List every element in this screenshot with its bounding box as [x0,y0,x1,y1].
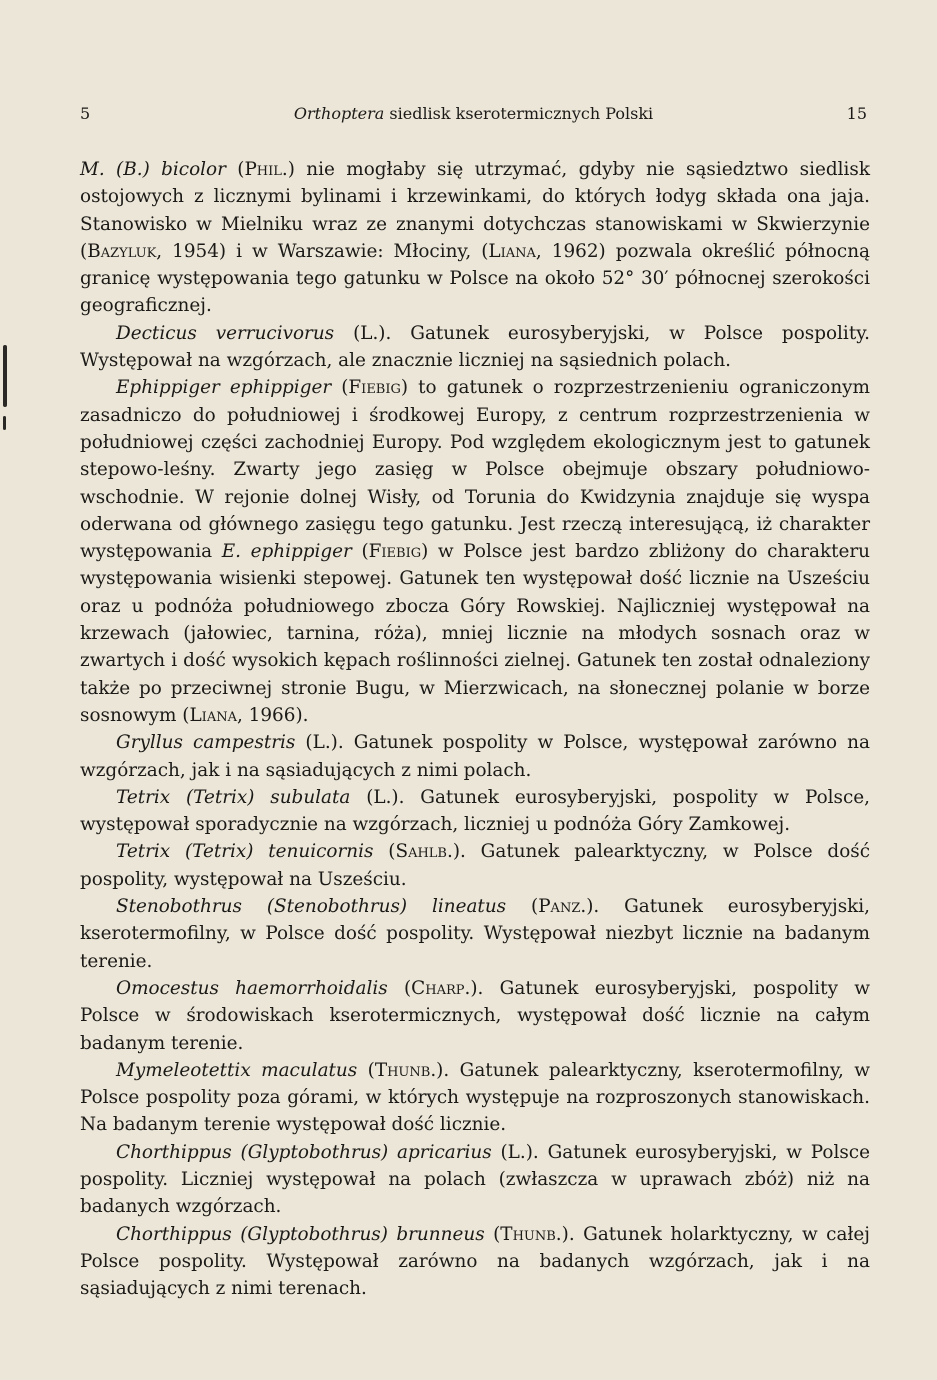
species-name: Tetrix (Tetrix) subulata [116,786,351,808]
paragraph [80,156,870,320]
species-name: M. (B.) bicolor [80,159,226,180]
text-run: .). Gatunek palearktyczny, kserotermofilny, w Polsce pospolity poza górami, w których występuje na rozproszonych stanowiskach. Na badanym terenie występował dość licznie. [80,1059,870,1136]
species-name: Chorthippus (Glyptobothrus) brunneus [116,1223,485,1245]
text-run: ) to gatunek o rozprzestrzenieniu ograniczonym zasadniczo do południowej i środkowej Europy, z centrum rozprzestrzenienia w południowej części zachodniej Europy. Pod względem ekologicznym jest to gatunek stepowo-leśny. Zwarty jego zasięg w Polsce obejmuje obszary południowo-wschodnie. W rejonie dolnej Wisły, od Torunia do Kwidzynia znajduje się wyspa oderwana od głównego zasięgu tego gatunku. Jest rzeczą interesującą, iż charakter występowania [80,377,870,563]
species-name: Ephippiger ephippiger [116,377,332,399]
margin-scan-mark [3,345,7,407]
text-run: (L.). Gatunek pospolity w Polsce, występował zarówno na wzgórzach, jak i na sąsiadujących z nimi polach. [80,732,870,781]
paragraph [80,784,870,839]
species-name: Stenobothrus (Stenobothrus) lineatus [116,896,507,918]
author-name: Fiebig [368,541,422,563]
paragraph [80,1057,870,1139]
text-run: ( [357,1059,375,1081]
text-run: ( [373,841,396,863]
paragraph [80,320,870,375]
text-run: .). Gatunek eurosyberyjski, pospolity w Polsce w środowiskach kserotermicznych, występował dość licznie na całym badanym terenie. [80,977,870,1054]
author-name: Liana [189,704,237,726]
text-run: ( [484,1223,501,1245]
author-name: Fiebig [348,377,401,399]
author-name: Sahlb [395,841,447,863]
author-name: Phil [244,159,282,180]
species-name: Mymeleotettix maculatus [116,1059,358,1081]
text-run: , 1954) i w Warszawie: Młociny, ( [156,240,489,262]
author-name: Panz [538,896,581,918]
body-text [80,156,870,1302]
paragraph [80,975,870,1057]
margin-scan-mark [3,416,6,430]
paragraph [80,838,870,893]
text-run: .) nie mogłaby się utrzymać, gdyby nie sąsiedztwo siedlisk ostojowych z licznymi bylinami i krzewinkami, do których łodyg składa ona jaja. Stanowisko w Mielniku wraz ze znanymi dotychczas stanowiskami w Skwierzynie ( [80,159,870,262]
author-name: Charp [411,977,465,999]
text-run: (L.). Gatunek eurosyberyjski, w Polsce pospolity. Występował na wzgórzach, ale znacznie liczniej na sąsiednich polach. [80,322,870,372]
header-title-italic: Orthoptera [293,104,385,123]
running-header [80,104,867,130]
text-run: (L.). Gatunek eurosyberyjski, w Polsce pospolity. Liczniej występował na polach (zwłaszcza w uprawach zbóż) niż na badanych wzgórzach. [80,1141,870,1218]
paragraph [80,729,870,784]
author-name: Thunb [374,1059,431,1081]
header-title [80,104,867,123]
text-run: ( [351,541,369,563]
species-name: Tetrix (Tetrix) tenuicornis [116,841,374,863]
header-page-number: 15 [846,104,867,123]
paragraph [80,893,870,975]
text-run: , 1966). [236,704,309,726]
text-run: ( [387,977,412,999]
text-run: ( [225,159,245,180]
species-name: Omocestus haemorrhoidalis [116,977,388,999]
text-run: .). Gatunek holarktyczny, w całej Polsce pospolity. Występował zarówno na badanych wzgórzach, jak i na sąsiadujących z nimi terenach. [80,1223,870,1300]
author-name: Thunb [500,1223,556,1245]
text-run: ( [331,377,349,399]
species-name: Decticus verrucivorus [116,322,335,344]
text-run: (L.). Gatunek eurosyberyjski, pospolity w Polsce, występował sporadycznie na wzgórzach, liczniej u podnóża Góry Zamkowej. [80,786,870,836]
text-run: .). Gatunek eurosyberyjski, kserotermofilny, w Polsce dość pospolity. Występował niezbyt licznie na badanym terenie. [80,896,871,972]
species-name: E. ephippiger [221,541,352,563]
author-name: Bazyluk [87,240,157,262]
paragraph [80,1139,870,1221]
species-name: Chorthippus (Glyptobothrus) apricarius [116,1141,492,1163]
text-run: .). Gatunek palearktyczny, w Polsce dość pospolity, występował na Usześciu. [80,841,871,890]
header-title-rest: siedlisk kserotermicznych Polski [384,104,654,123]
paragraph [80,374,870,729]
author-name: Liana [488,240,536,262]
text-run: ) w Polsce jest bardzo zbliżony do charakteru występowania wisienki stepowej. Gatunek ten występował dość licznie na Usześciu oraz u podnóża południowego zbocza Góry Rowskiej. Najliczniej występował na krzewach (jałowiec, tarnina, róża), mniej licznie na młodych sosnach oraz w zwartych i dość wysokich kępach roślinności zielnej. Gatunek ten został odnaleziony także po przeciwnej stronie Bugu, w Mierzwicach, na słonecznej polanie w borze sosnowym ( [80,541,871,726]
text-run: , 1962) pozwala określić północną granicę występowania tego gatunku w Polsce na około 52° 30′ północnej szerokości geograficznej. [80,240,870,317]
text-run: ( [506,896,539,918]
header-section-number: 5 [80,104,91,123]
species-name: Gryllus campestris [116,732,296,754]
paragraph [80,1221,870,1303]
